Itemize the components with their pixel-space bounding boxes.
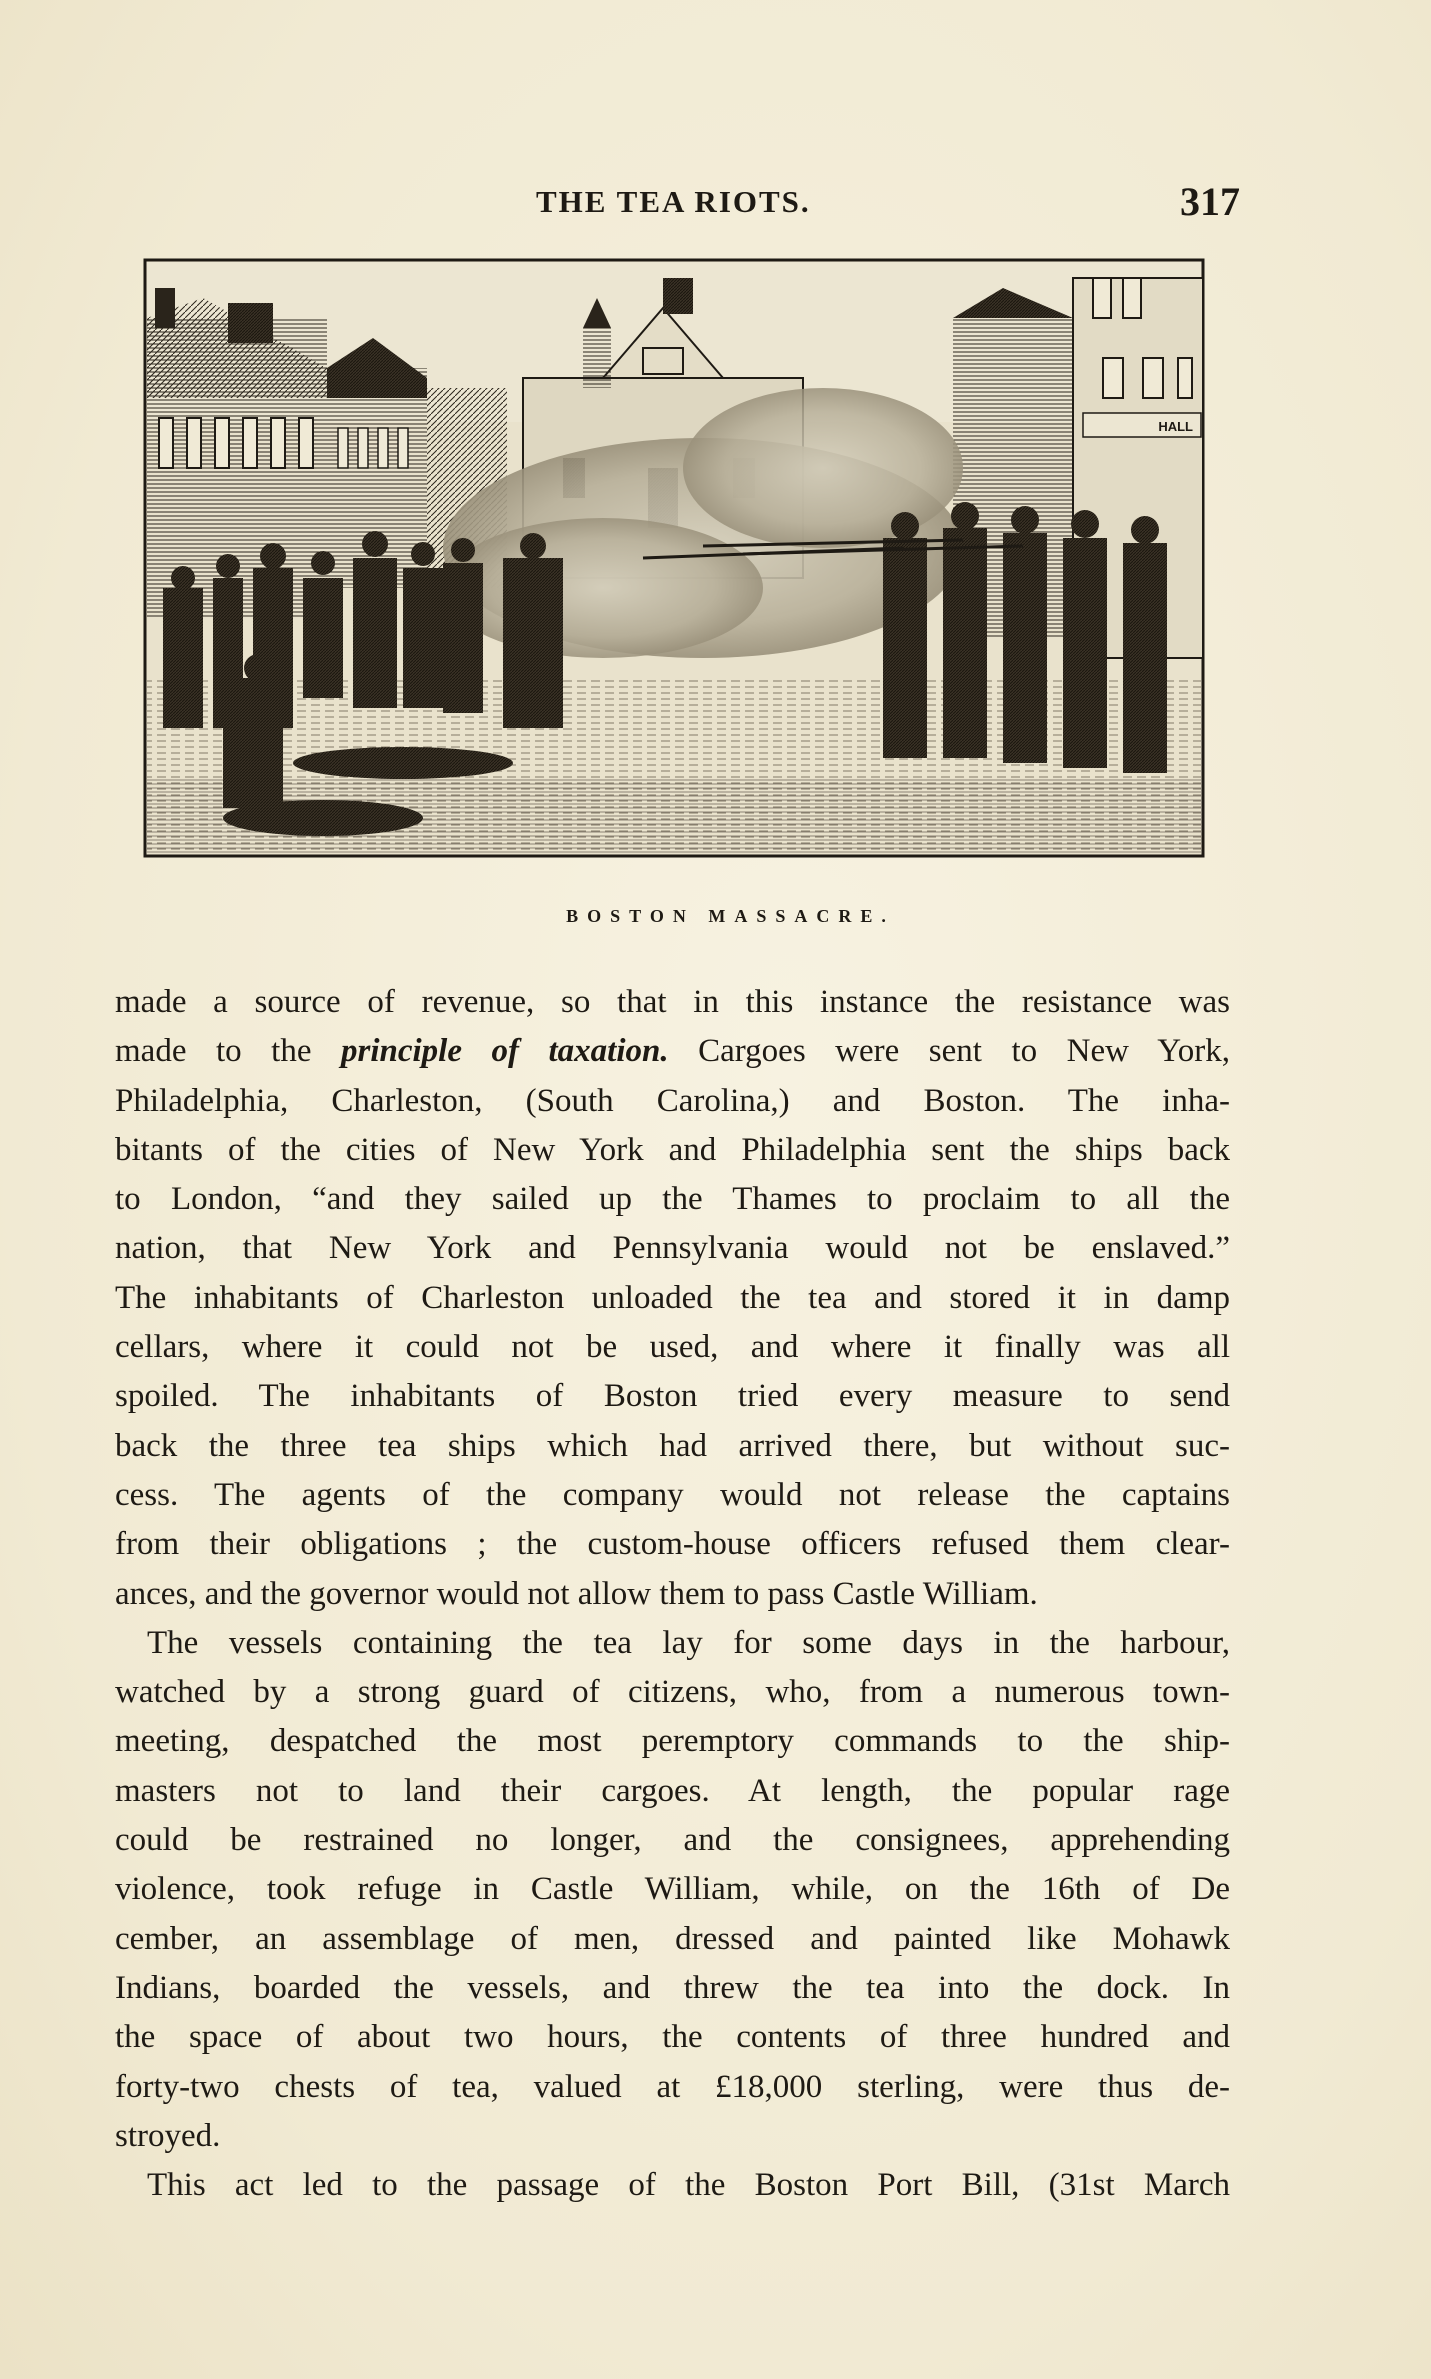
text-line: made a source of revenue, so that in this instance the resistance was xyxy=(115,984,1230,1020)
running-title: THE TEA RIOTS. xyxy=(536,184,811,219)
page-number: 317 xyxy=(1180,179,1240,224)
text-line: Indians, boarded the vessels, and threw the tea into the dock. In xyxy=(115,1969,1230,2006)
text-line: ances, and the governor would not allow them to pass Castle William. xyxy=(115,1575,1038,1612)
text-line: meeting, despatched the most peremptory commands to the ship- xyxy=(115,1723,1230,1760)
text-line: made to the principle of taxation. Cargoes were sent to New York, xyxy=(115,1033,1230,1070)
text-line: watched by a strong guard of citizens, who, from a numerous town- xyxy=(115,1674,1230,1711)
text-line: back the three tea ships which had arrived there, but without suc- xyxy=(115,1427,1230,1464)
sign-hall: HALL xyxy=(1158,419,1193,434)
text-line: The vessels containing the tea lay for some days in the harbour, xyxy=(147,1624,1230,1661)
text-line: forty-two chests of tea, valued at £18,000 sterling, were thus de- xyxy=(115,2068,1230,2105)
text-line: cess. The agents of the company would not release the captains xyxy=(115,1476,1230,1513)
running-head xyxy=(0,178,1431,228)
engraving-boston-massacre xyxy=(143,258,1205,858)
text-line: violence, took refuge in Castle William, while, on the 16th of De xyxy=(115,1871,1230,1908)
text-line: to London, “and they sailed up the Thames to proclaim to all the xyxy=(115,1181,1230,1218)
text-line: could be restrained no longer, and the consignees, apprehending xyxy=(115,1822,1230,1859)
text-line: The inhabitants of Charleston unloaded the tea and stored it in damp xyxy=(115,1279,1230,1316)
emphasis: principle of taxation. xyxy=(340,1033,669,1070)
text-line: nation, that New York and Pennsylvania would not be enslaved.” xyxy=(115,1230,1230,1267)
text-line: This act led to the passage of the Boston Port Bill, (31st March xyxy=(147,2167,1230,2204)
body-text xyxy=(115,978,1230,2210)
text-line: masters not to land their cargoes. At length, the popular rage xyxy=(115,1772,1230,1809)
text-line: the space of about two hours, the contents of three hundred and xyxy=(115,2019,1230,2056)
figure-caption: BOSTON MASSACRE. xyxy=(566,906,895,926)
text-line: from their obligations ; the custom-house officers refused them clear- xyxy=(115,1526,1230,1563)
text-line: bitants of the cities of New York and Philadelphia sent the ships back xyxy=(115,1131,1230,1168)
text-line: spoiled. The inhabitants of Boston tried every measure to send xyxy=(115,1378,1230,1415)
text-line: stroyed. xyxy=(115,2117,221,2154)
text-line: cellars, where it could not be used, and where it finally was all xyxy=(115,1329,1230,1366)
text-line: cember, an assemblage of men, dressed and painted like Mohawk xyxy=(115,1920,1230,1957)
text-line: Philadelphia, Charleston, (South Carolina,) and Boston. The inha- xyxy=(115,1082,1230,1119)
